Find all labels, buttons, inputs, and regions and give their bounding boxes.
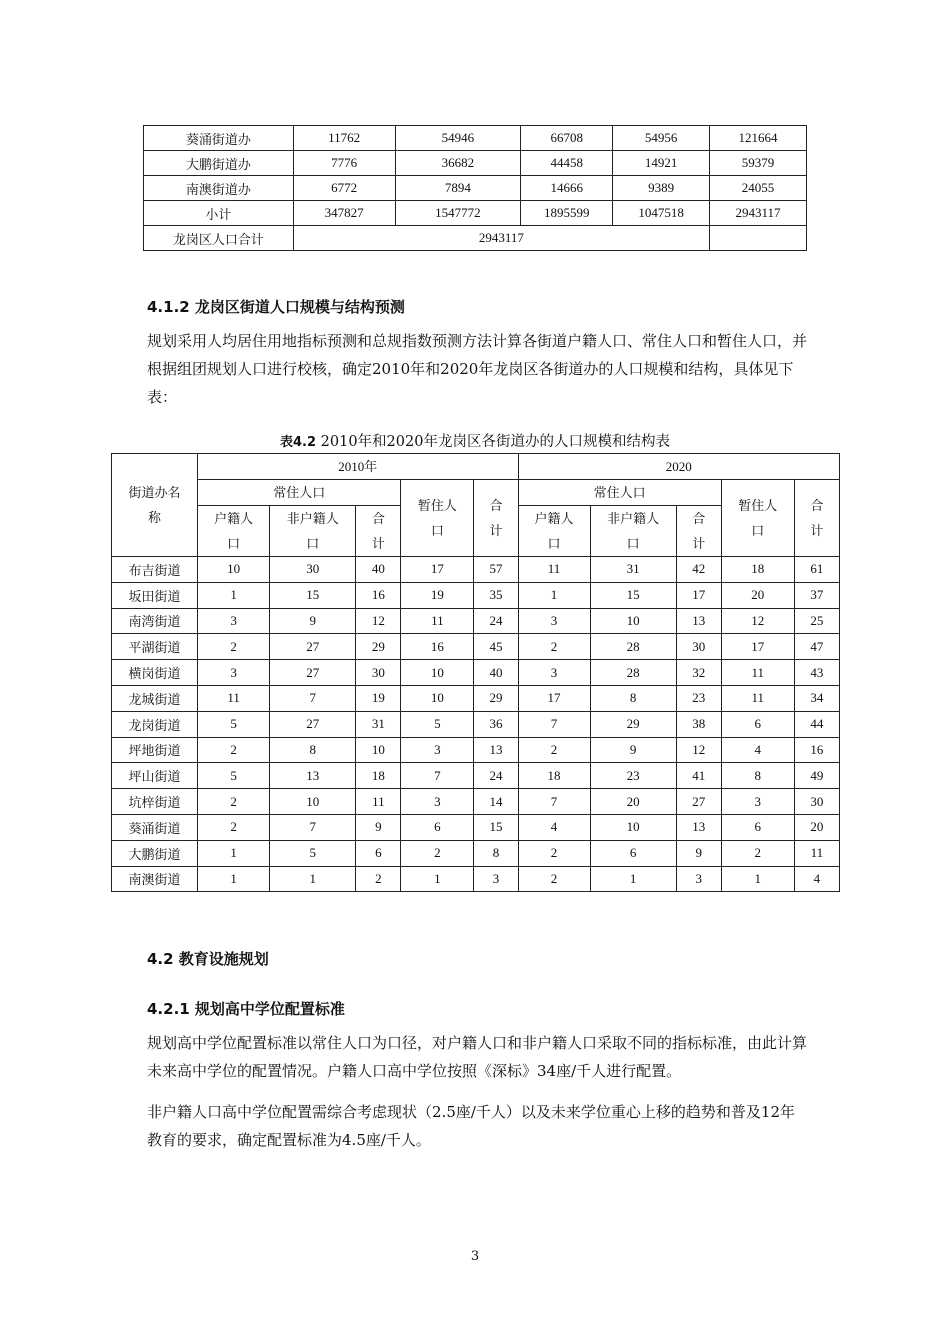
row-label: 布吉街道 — [112, 557, 198, 583]
row-label: 横岗街道 — [112, 660, 198, 686]
table-cell: 7 — [401, 763, 474, 789]
table-cell: 5 — [198, 763, 270, 789]
table-row — [144, 176, 807, 201]
table-cell: 4 — [721, 737, 794, 763]
section-heading-4-2-1: 4.2.1 规划高中学位配置标准 — [147, 1000, 345, 1018]
section-heading-4-1-2: 4.1.2 龙岗区街道人口规模与结构预测 — [147, 298, 405, 316]
table-cell: 13 — [676, 608, 721, 634]
row-label: 坪山街道 — [112, 763, 198, 789]
header-row-years — [112, 454, 840, 480]
table-cell: 27 — [270, 711, 356, 737]
header-nonhuji-2010: 非户籍人口 — [270, 506, 356, 557]
table-caption-text: 2010年和2020年龙岗区各街道办的人口规模和结构表 — [316, 434, 670, 450]
table-cell: 6 — [401, 814, 474, 840]
section-heading-4-2: 4.2 教育设施规划 — [147, 950, 269, 968]
table-cell: 19 — [356, 685, 401, 711]
row-label: 大鹏街道办 — [144, 151, 294, 176]
table-cell: 1 — [721, 866, 794, 892]
table-cell: 11 — [518, 557, 590, 583]
table-cell: 11 — [356, 789, 401, 815]
table-cell: 45 — [474, 634, 518, 660]
table-cell: 9 — [676, 840, 721, 866]
header-resident-2010: 常住人口 — [198, 480, 401, 506]
table-cell: 38 — [676, 711, 721, 737]
table-cell: 7 — [270, 814, 356, 840]
header-resident-2020: 常住人口 — [518, 480, 721, 506]
table-cell: 10 — [590, 608, 676, 634]
table-cell: 6 — [721, 711, 794, 737]
table-cell: 11 — [721, 660, 794, 686]
table-cell: 2 — [518, 737, 590, 763]
table-cell: 24055 — [710, 176, 807, 201]
table-row — [112, 660, 840, 686]
table-row — [112, 840, 840, 866]
table-row — [112, 789, 840, 815]
header-total-2020: 合计 — [794, 480, 839, 557]
table-cell: 2 — [198, 789, 270, 815]
table-cell: 47 — [794, 634, 839, 660]
table-cell: 12 — [721, 608, 794, 634]
row-label: 坂田街道 — [112, 582, 198, 608]
table-cell: 6 — [721, 814, 794, 840]
table-cell: 54956 — [613, 126, 710, 151]
table-cell: 10 — [401, 685, 474, 711]
table-cell: 29 — [474, 685, 518, 711]
header-temp-2020: 暂住人口 — [721, 480, 794, 557]
table-cell: 66708 — [521, 126, 613, 151]
table-cell: 36682 — [395, 151, 521, 176]
table-cell: 1 — [198, 840, 270, 866]
table-caption-label: 表4.2 — [280, 435, 317, 450]
table-cell: 14921 — [613, 151, 710, 176]
table-cell: 1 — [401, 866, 474, 892]
table-cell: 18 — [721, 557, 794, 583]
table-cell: 23 — [676, 685, 721, 711]
header-total-2010: 合计 — [474, 480, 518, 557]
table-cell: 25 — [794, 608, 839, 634]
header-subtotal-2020: 合计 — [676, 506, 721, 557]
table-cell: 8 — [270, 737, 356, 763]
table-cell: 19 — [401, 582, 474, 608]
section-4-1-2-paragraph: 规划采用人均居住用地指标预测和总规指数预测方法计算各街道户籍人口、常住人口和暂住人口，并根据组团规划人口进行校核，确定2010年和2020年龙岗区各街道办的人口规模和结构，具体见下表： — [147, 332, 808, 406]
table-cell: 29 — [590, 711, 676, 737]
table-cell: 3 — [721, 789, 794, 815]
table-cell: 1 — [198, 866, 270, 892]
table-cell: 15 — [270, 582, 356, 608]
table-cell: 3 — [474, 866, 518, 892]
table-cell: 11 — [198, 685, 270, 711]
table-cell: 1 — [270, 866, 356, 892]
table-cell: 20 — [721, 582, 794, 608]
table-cell: 42 — [676, 557, 721, 583]
table-row — [144, 126, 807, 151]
table-cell: 2 — [721, 840, 794, 866]
table-cell: 49 — [794, 763, 839, 789]
row-label: 坑梓街道 — [112, 789, 198, 815]
table-cell: 61 — [794, 557, 839, 583]
table-cell: 6 — [590, 840, 676, 866]
row-label: 南澳街道办 — [144, 176, 294, 201]
table-cell: 3 — [676, 866, 721, 892]
table-cell: 8 — [721, 763, 794, 789]
table-cell: 7 — [518, 711, 590, 737]
table-cell: 20 — [794, 814, 839, 840]
table-cell: 11 — [794, 840, 839, 866]
table-cell: 59379 — [710, 151, 807, 176]
table-cell: 11 — [401, 608, 474, 634]
total-row — [144, 226, 807, 251]
table-cell: 2 — [198, 634, 270, 660]
table-cell: 12 — [676, 737, 721, 763]
table-cell: 6772 — [293, 176, 395, 201]
table-cell: 3 — [198, 608, 270, 634]
table-cell: 30 — [356, 660, 401, 686]
header-nonhuji-2020: 非户籍人口 — [590, 506, 676, 557]
table-row — [112, 557, 840, 583]
table-cell: 41 — [676, 763, 721, 789]
row-label: 平湖街道 — [112, 634, 198, 660]
table-cell: 7 — [518, 789, 590, 815]
table-cell: 13 — [676, 814, 721, 840]
table-cell: 40 — [474, 660, 518, 686]
table-cell: 29 — [356, 634, 401, 660]
table-cell: 6 — [356, 840, 401, 866]
table-cell: 5 — [198, 711, 270, 737]
district-population-table — [111, 453, 840, 892]
population-summary-body — [144, 126, 807, 251]
table-cell: 2 — [198, 814, 270, 840]
table-cell: 11762 — [293, 126, 395, 151]
header-huji-2010: 户籍人口 — [198, 506, 270, 557]
table-cell: 3 — [401, 737, 474, 763]
table-cell: 2 — [356, 866, 401, 892]
table-cell: 3 — [401, 789, 474, 815]
table-cell: 5 — [270, 840, 356, 866]
header-temp-2010: 暂住人口 — [401, 480, 474, 557]
table-cell: 18 — [356, 763, 401, 789]
table-cell: 2 — [198, 737, 270, 763]
table-cell: 30 — [270, 557, 356, 583]
table-cell: 17 — [676, 582, 721, 608]
table-cell: 18 — [518, 763, 590, 789]
table-row — [144, 151, 807, 176]
table-cell: 30 — [676, 634, 721, 660]
table-cell: 1 — [518, 582, 590, 608]
table-cell: 2 — [518, 866, 590, 892]
table-cell: 1 — [590, 866, 676, 892]
table-cell: 20 — [590, 789, 676, 815]
table-cell: 8 — [474, 840, 518, 866]
page-number: 3 — [470, 1249, 480, 1264]
table-cell: 7 — [270, 685, 356, 711]
table-cell: 121664 — [710, 126, 807, 151]
table-cell: 3 — [518, 660, 590, 686]
row-label: 小计 — [144, 201, 294, 226]
table-cell: 27 — [270, 634, 356, 660]
table-cell: 8 — [590, 685, 676, 711]
section-4-2-1-paragraph-2: 非户籍人口高中学位配置需综合考虑现状（2.5座/千人）以及未来学位重心上移的趋势和普及12年教育的要求，确定配置标准为4.5座/千人。 — [147, 1103, 795, 1149]
table-cell: 23 — [590, 763, 676, 789]
table-cell: 35 — [474, 582, 518, 608]
table-cell: 10 — [198, 557, 270, 583]
header-district: 街道办名称 — [112, 454, 198, 557]
table-cell: 12 — [356, 608, 401, 634]
row-label: 南澳街道 — [112, 866, 198, 892]
empty-cell — [710, 226, 807, 251]
table-cell: 4 — [794, 866, 839, 892]
table-cell: 10 — [590, 814, 676, 840]
table-cell: 1047518 — [613, 201, 710, 226]
table-cell: 32 — [676, 660, 721, 686]
table-cell: 24 — [474, 608, 518, 634]
table-cell: 28 — [590, 634, 676, 660]
table-cell: 44458 — [521, 151, 613, 176]
table-cell: 27 — [270, 660, 356, 686]
table-row — [144, 201, 807, 226]
table-row — [112, 685, 840, 711]
row-label: 大鹏街道 — [112, 840, 198, 866]
table-cell: 4 — [518, 814, 590, 840]
population-summary-table — [143, 125, 807, 251]
row-label: 葵涌街道办 — [144, 126, 294, 151]
table-cell: 7894 — [395, 176, 521, 201]
table-cell: 13 — [474, 737, 518, 763]
table-cell: 27 — [676, 789, 721, 815]
district-population-body — [112, 454, 840, 892]
table-cell: 24 — [474, 763, 518, 789]
table-row — [112, 814, 840, 840]
table-cell: 2 — [401, 840, 474, 866]
table-cell: 2943117 — [710, 201, 807, 226]
header-row-groups — [112, 480, 840, 506]
table-cell: 30 — [794, 789, 839, 815]
table-cell: 1895599 — [521, 201, 613, 226]
table-cell: 10 — [356, 737, 401, 763]
table-cell: 17 — [518, 685, 590, 711]
section-4-2-1-paragraph-1: 规划高中学位配置标准以常住人口为口径，对户籍人口和非户籍人口采取不同的指标标准，由此计算未来高中学位的配置情况。户籍人口高中学位按照《深标》34座/千人进行配置。 — [147, 1034, 808, 1080]
table-cell: 1547772 — [395, 201, 521, 226]
table-cell: 17 — [721, 634, 794, 660]
table-cell: 9 — [270, 608, 356, 634]
table-cell: 3 — [518, 608, 590, 634]
table-row — [112, 737, 840, 763]
table-cell: 13 — [270, 763, 356, 789]
table-cell: 14 — [474, 789, 518, 815]
table-row — [112, 634, 840, 660]
table-cell: 44 — [794, 711, 839, 737]
table-cell: 15 — [474, 814, 518, 840]
table-cell: 2 — [518, 634, 590, 660]
table-cell: 2 — [518, 840, 590, 866]
table-cell: 36 — [474, 711, 518, 737]
table-cell: 15 — [590, 582, 676, 608]
table-cell: 28 — [590, 660, 676, 686]
table-cell: 1 — [198, 582, 270, 608]
table-cell: 14666 — [521, 176, 613, 201]
table-row — [112, 866, 840, 892]
row-label: 葵涌街道 — [112, 814, 198, 840]
table-cell: 16 — [356, 582, 401, 608]
row-label: 坪地街道 — [112, 737, 198, 763]
table-cell: 34 — [794, 685, 839, 711]
table-cell: 7776 — [293, 151, 395, 176]
table-cell: 40 — [356, 557, 401, 583]
header-subtotal-2010: 合计 — [356, 506, 401, 557]
table-row — [112, 763, 840, 789]
table-cell: 10 — [270, 789, 356, 815]
table-cell: 5 — [401, 711, 474, 737]
table-cell: 9389 — [613, 176, 710, 201]
table-cell: 347827 — [293, 201, 395, 226]
row-label: 龙城街道 — [112, 685, 198, 711]
table-row — [112, 582, 840, 608]
table-cell: 16 — [401, 634, 474, 660]
table-caption — [0, 430, 950, 451]
table-cell: 57 — [474, 557, 518, 583]
table-cell: 3 — [198, 660, 270, 686]
header-year-2010: 2010年 — [198, 454, 518, 480]
header-year-2020: 2020 — [518, 454, 840, 480]
total-label: 龙岗区人口合计 — [144, 226, 294, 251]
table-row — [112, 608, 840, 634]
table-cell: 54946 — [395, 126, 521, 151]
table-cell: 10 — [401, 660, 474, 686]
table-cell: 31 — [590, 557, 676, 583]
table-cell: 43 — [794, 660, 839, 686]
table-cell: 17 — [401, 557, 474, 583]
table-cell: 11 — [721, 685, 794, 711]
table-row — [112, 711, 840, 737]
table-cell: 9 — [590, 737, 676, 763]
table-cell: 16 — [794, 737, 839, 763]
table-cell: 37 — [794, 582, 839, 608]
table-cell: 31 — [356, 711, 401, 737]
row-label: 南湾街道 — [112, 608, 198, 634]
total-value: 2943117 — [293, 226, 709, 251]
row-label: 龙岗街道 — [112, 711, 198, 737]
header-huji-2020: 户籍人口 — [518, 506, 590, 557]
table-cell: 9 — [356, 814, 401, 840]
